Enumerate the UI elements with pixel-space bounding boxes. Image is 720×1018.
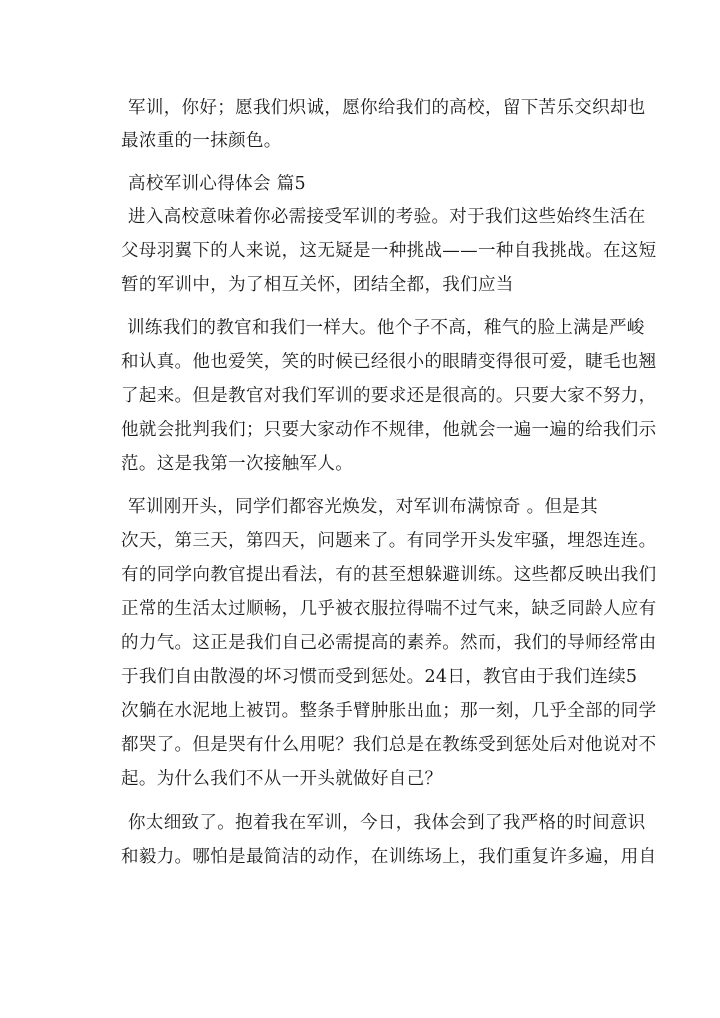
text-line: 和毅力。哪怕是最简洁的动作，在训练场上，我们重复许多遍，用自 <box>121 847 657 867</box>
text-line: 正常的生活太过顺畅，几乎被衣服拉得喘不过气来，缺乏同龄人应有 <box>121 599 657 619</box>
text-line: 进入高校意味着你必需接受军训的考验。对于我们这些始终生活在 <box>128 207 646 227</box>
text-line: 有的同学向教官提出看法，有的甚至想躲避训练。这些都反映出我们 <box>121 565 657 585</box>
text-line: 你太细致了。抱着我在军训，今日，我体会到了我严格的时间意识 <box>128 813 646 833</box>
text-line: 军训，你好；愿我们炽诚，愿你给我们的高校，留下苦乐交织却也 <box>128 98 646 118</box>
text-line: 的力气。这正是我们自己必需提高的素养。然而，我们的导师经常由 <box>121 633 657 653</box>
text-line: 起。为什么我们不从一开头就做好自己？ <box>121 769 443 789</box>
text-line: 和认真。他也爱笑，笑的时候已经很小的眼睛变得很可爱，睫毛也翘 <box>121 352 657 372</box>
text-line: 都哭了。但是哭有什么用呢？我们总是在教练受到惩处后对他说对不 <box>121 735 657 755</box>
text-line: 次躺在水泥地上被罚。整条手臂肿胀出血；那一刻，几乎全部的同学 <box>121 701 657 721</box>
text-line: 最浓重的一抹颜色。 <box>121 131 282 151</box>
section-title: 高校军训心得体会 篇5 <box>128 174 307 194</box>
text-line: 军训刚开头，同学们都容光焕发，对军训布满惊奇 。但是其 <box>128 497 599 517</box>
text-line: 他就会批判我们；只要大家动作不规律，他就会一遍一遍的给我们示 <box>121 420 657 440</box>
text-line: 于我们自由散漫的坏习惯而受到惩处。24日，教官由于我们连续5 <box>121 667 638 687</box>
text-line: 父母羽翼下的人来说，这无疑是一种挑战——一种自我挑战。在这短 <box>121 241 657 261</box>
text-line: 暂的军训中，为了相互关怀，团结全都，我们应当 <box>121 275 514 295</box>
text-line: 训练我们的教官和我们一样大。他个子不高，稚气的脸上满是严峻 <box>127 318 645 338</box>
text-line: 了起来。但是教官对我们军训的要求还是很高的。只要大家不努力， <box>121 386 657 406</box>
text-line: 次天，第三天，第四天，问题来了。有同学开头发牢骚，埋怨连连。 <box>121 531 657 551</box>
text-line: 范。这是我第一次接触军人。 <box>121 454 354 474</box>
